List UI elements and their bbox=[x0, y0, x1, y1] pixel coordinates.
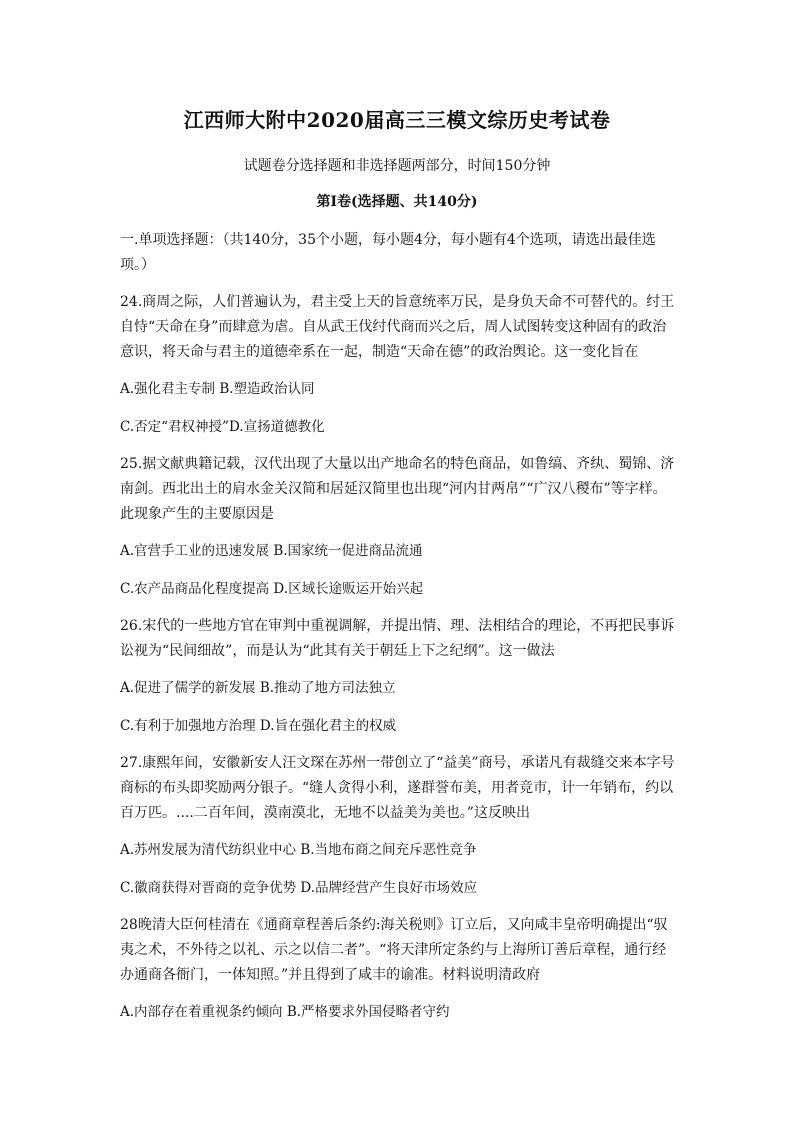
options-line-1: A.官营手工业的迅速发展 B.国家统一促进商品流通 bbox=[120, 543, 423, 559]
part-heading: 第Ⅰ卷(选择题、共140分) bbox=[316, 194, 478, 210]
options-line-2: C.农产品商品化程度提高 D.区域长途贩运开始兴起 bbox=[120, 581, 424, 597]
page-title: 江西师大附中2020届高三三模文综历史考试卷 bbox=[183, 108, 611, 132]
question-stem: 27.康熙年间，安徽新安人汪文琛在苏州一带创立了“益美”商号，承诺凡有裁缝交来本字号商标的布头即奖励两分银子。“缝人贪得小利，遂群誉布美，用者竞市，计一年销布，约以百万匹。....二百年间，漠南漠北，无地不以益美为美也。”这反映出 bbox=[120, 755, 675, 821]
options-line-2: C.徽商获得对晋商的竞争优势 D.品牌经营产生良好市场效应 bbox=[120, 880, 478, 896]
options-line-2: C.否定“君权神授”D.宣扬道德教化 bbox=[120, 419, 325, 435]
question-24 bbox=[120, 290, 680, 452]
options-line-2: C.有利于加强地方治理 D.旨在强化君主的权威 bbox=[120, 718, 397, 734]
question-25 bbox=[120, 452, 680, 614]
question-26 bbox=[120, 614, 680, 751]
question-stem: 26.宋代的一些地方官在审判中重视调解，并提出情、理、法相结合的理论，不再把民事诉讼视为“民间细故”，而是认为“此其有关于朝廷上下之纪纲”。这一做法 bbox=[120, 618, 675, 659]
question-27 bbox=[120, 751, 680, 913]
options-line-1: A.内部存在着重视条约倾向 B.严格要求外国侵略者守约 bbox=[120, 1004, 450, 1020]
options-line-1: A.强化君主专制 B.塑造政治认同 bbox=[120, 381, 315, 397]
question-stem: 25.据文献典籍记载，汉代出现了大量以出产地命名的特色商品，如鲁缟、齐纨、蜀锦、济南剑。西北出土的肩水金关汉简和居延汉简里也出现“河内甘两帛”“广汉八稯布”等字样。此现象产生的主要原因是 bbox=[120, 456, 675, 522]
options-line-1: A.促进了儒学的新发展 B.推动了地方司法独立 bbox=[120, 680, 396, 696]
question-28 bbox=[120, 913, 680, 1025]
options-line-1: A.苏州发展为清代纺织业中心 B.当地布商之间充斥恶性竞争 bbox=[120, 842, 477, 858]
exam-body bbox=[120, 228, 680, 1025]
question-stem: 24.商周之际，人们普遍认为，君主受上天的旨意统率万民，是身负天命不可替代的。纣王自恃“天命在身”而肆意为虐。自从武王伐纣代商而兴之后，周人试图转变这种固有的政治意识，将天命与君主的道德牵系在一起，制造“天命在德”的政治舆论。这一变化旨在 bbox=[120, 294, 675, 360]
question-stem: 28晚清大臣何桂清在《通商章程善后条约:海关税则》订立后，又向咸丰皇帝明确提出“驭夷之术，不外待之以礼、示之以信二者”。“将天津所定条约与上海所订善后章程，通行经办通商各衙门，一体知照。”并且得到了咸丰的谕准。材料说明清政府 bbox=[120, 917, 668, 983]
section-instructions: 一.单项选择题：（共140分，35个小题，每小题4分，每小题有4个选项，请选出最佳选项。） bbox=[120, 232, 656, 273]
exam-subtitle: 试题卷分选择题和非选择题两部分，时间150分钟 bbox=[243, 158, 551, 174]
